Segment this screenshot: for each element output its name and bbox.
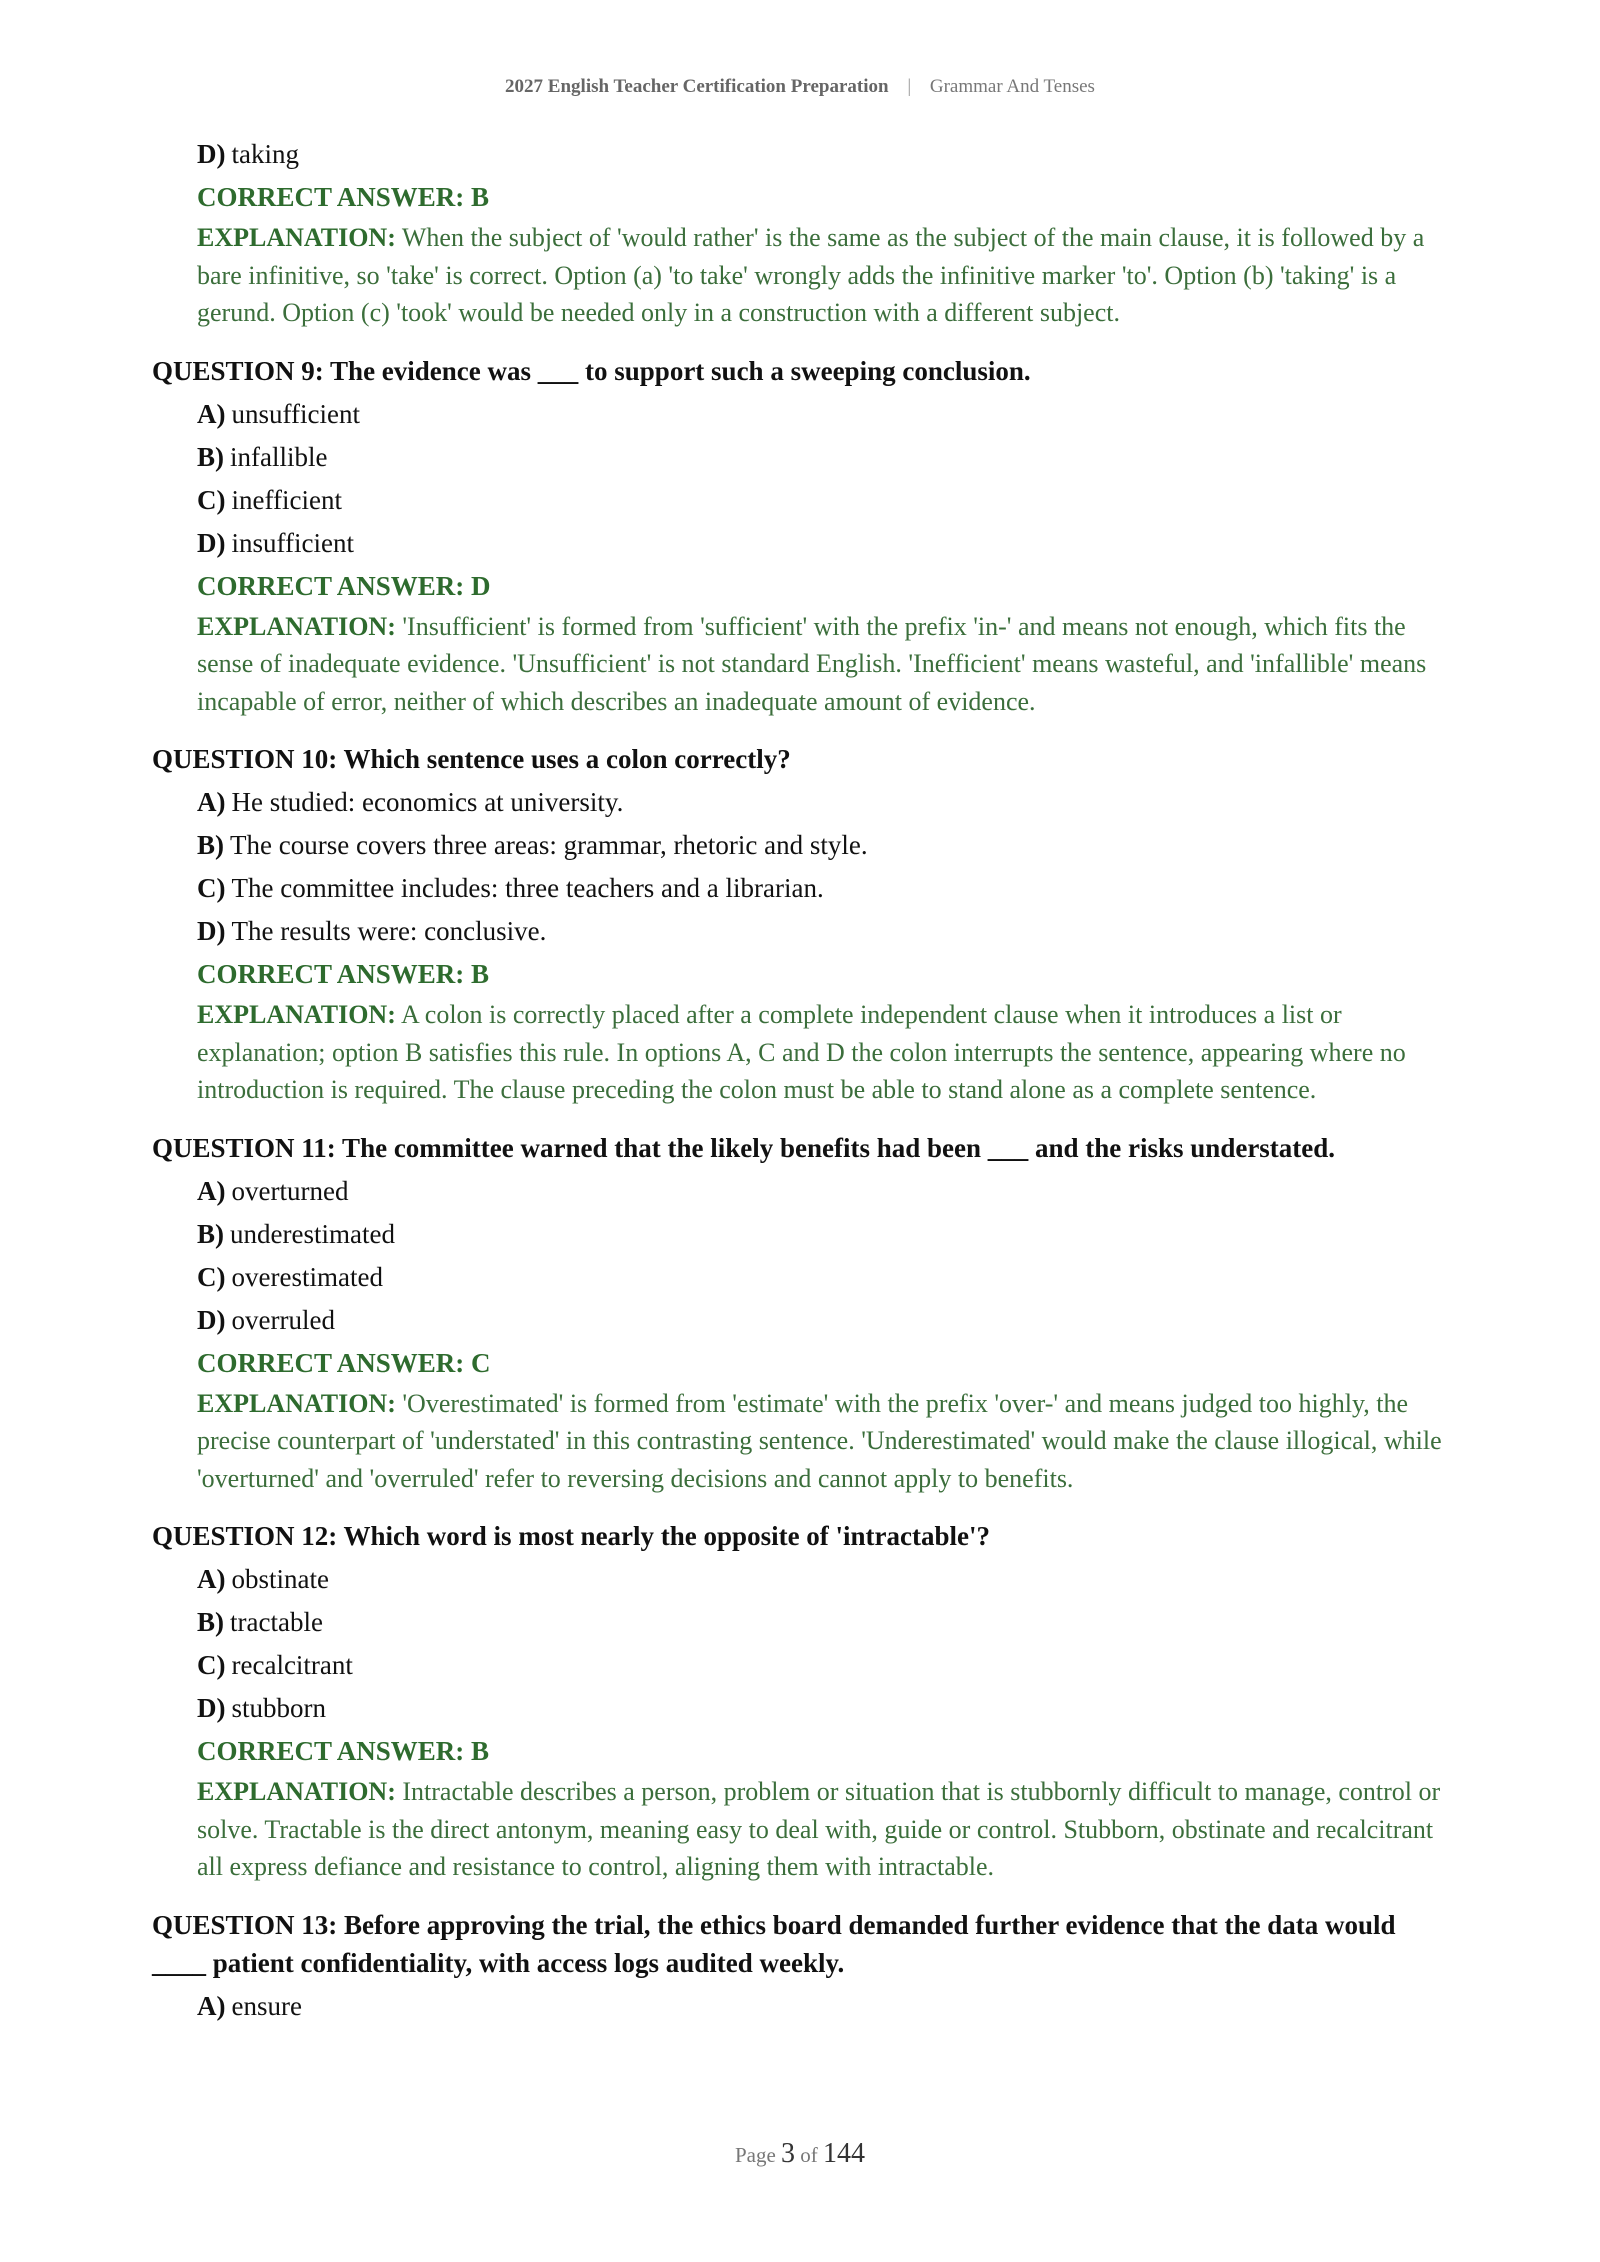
option-text: ensure <box>231 1990 302 2021</box>
explanation-text: When the subject of 'would rather' is the same as the subject of the main clause, it is followed by a bare infinitive, so 'take' is correct. Option (a) 'to take' wrongly adds the infinitive marker 'to'. Option (b) 'taking' is a gerund. Option (c) 'took' would be needed only in a construction with a different subject. <box>197 223 1425 327</box>
option-text: taking <box>231 139 299 169</box>
option-item <box>197 1644 1452 1687</box>
option-text: tractable <box>230 1607 323 1637</box>
option-item <box>197 867 1452 910</box>
option-item <box>197 393 1452 436</box>
option-text: overruled <box>231 1304 335 1335</box>
page-number: 3 <box>781 2138 796 2169</box>
option-item <box>197 522 1452 565</box>
option-item <box>197 1256 1452 1299</box>
explanation-text: A colon is correctly placed after a complete independent clause when it introduces a list or explanation; option B satisfies this rule. In options A, C and D the colon interrupts the sentence, appearing where no introduction is required. The clause preceding the colon must be able to stand alone as a complete sentence. <box>197 1000 1406 1104</box>
option-letter: C) <box>197 873 226 903</box>
explanation <box>197 1385 1447 1498</box>
explanation-label: EXPLANATION: <box>197 611 396 641</box>
header-separator: | <box>907 76 912 97</box>
option-letter: C) <box>197 1650 226 1680</box>
option-text: overestimated <box>231 1261 383 1292</box>
option-letter: A) <box>197 1564 226 1594</box>
option-letter: D) <box>197 527 226 558</box>
option-letter: A) <box>197 398 226 429</box>
option-letter: B) <box>197 830 224 860</box>
explanation <box>197 608 1447 721</box>
page-header <box>0 76 1600 98</box>
option-text: overturned <box>231 1175 349 1206</box>
option-letter: B) <box>197 1218 224 1249</box>
option-text: unsufficient <box>231 398 360 429</box>
option-item <box>197 1985 1452 2028</box>
option-item <box>197 1601 1452 1644</box>
explanation-label: EXPLANATION: <box>197 1777 396 1806</box>
section-title: Grammar And Tenses <box>929 76 1095 97</box>
explanation-label: EXPLANATION: <box>197 1000 396 1029</box>
question-heading: QUESTION 10: Which sentence uses a colon correctly? <box>152 744 791 774</box>
option-text: He studied: economics at university. <box>231 787 624 817</box>
explanation-text: 'Insufficient' is formed from 'sufficient' with the prefix 'in-' and means not enough, which fits the sense of inadequate evidence. 'Unsufficient' is not standard English. 'Inefficient' means wasteful, and 'infallible' means incapable of error, neither of which describes an inadequate amount of evidence. <box>197 611 1427 716</box>
option-text: The committee includes: three teachers and a librarian. <box>231 873 824 903</box>
explanation <box>197 219 1447 332</box>
option-letter: B) <box>197 441 224 472</box>
option-item <box>197 1558 1452 1601</box>
explanation <box>197 996 1447 1109</box>
correct-answer: CORRECT ANSWER: C <box>197 1347 491 1378</box>
question-heading: QUESTION 9: The evidence was ___ to support such a sweeping conclusion. <box>152 355 1031 386</box>
option-item <box>197 133 1452 176</box>
option-text: stubborn <box>231 1693 326 1723</box>
option-text: infallible <box>230 441 328 472</box>
option-item <box>197 781 1452 824</box>
option-item <box>197 479 1452 522</box>
option-letter: D) <box>197 916 226 946</box>
explanation-label: EXPLANATION: <box>197 223 396 252</box>
option-item <box>197 1299 1452 1342</box>
option-letter: D) <box>197 139 226 169</box>
page-content <box>152 133 1452 2028</box>
explanation-label: EXPLANATION: <box>197 1388 396 1418</box>
option-letter: A) <box>197 1175 226 1206</box>
explanation <box>197 1773 1447 1886</box>
option-item <box>197 910 1452 953</box>
page-footer <box>0 2138 1600 2170</box>
correct-answer: CORRECT ANSWER: D <box>197 570 491 601</box>
option-letter: A) <box>197 787 226 817</box>
option-letter: D) <box>197 1693 226 1723</box>
option-item <box>197 1213 1452 1256</box>
question-heading: QUESTION 11: The committee warned that the likely benefits had been ___ and the risks understated. <box>152 1132 1336 1163</box>
option-item <box>197 824 1452 867</box>
explanation-text: Intractable describes a person, problem or situation that is stubbornly difficult to manage, control or solve. Tractable is the direct antonym, meaning easy to deal with, guide or control. Stubborn, obstinate and recalcitrant all express defiance and resistance to control, aligning them with intractable. <box>197 1777 1441 1881</box>
option-letter: C) <box>197 484 226 515</box>
page-of: of <box>800 2143 818 2167</box>
option-text: underestimated <box>230 1218 395 1249</box>
option-text: obstinate <box>231 1564 329 1594</box>
option-letter: B) <box>197 1607 224 1637</box>
correct-answer: CORRECT ANSWER: B <box>197 182 490 212</box>
option-item <box>197 436 1452 479</box>
correct-answer: CORRECT ANSWER: B <box>197 1736 490 1766</box>
question-heading: QUESTION 12: Which word is most nearly the opposite of 'intractable'? <box>152 1521 991 1551</box>
question-heading: QUESTION 13: Before approving the trial, the ethics board demanded further evidence that the data would ____ patient confidentiality, with access logs audited weekly. <box>152 1909 1396 1978</box>
correct-answer: CORRECT ANSWER: B <box>197 959 490 989</box>
option-letter: C) <box>197 1261 226 1292</box>
option-letter: D) <box>197 1304 226 1335</box>
option-text: insufficient <box>231 527 354 558</box>
option-item <box>197 1170 1452 1213</box>
option-letter: A) <box>197 1990 226 2021</box>
document-title: 2027 English Teacher Certification Preparation <box>505 76 889 97</box>
option-text: The course covers three areas: grammar, rhetoric and style. <box>230 830 868 860</box>
option-text: The results were: conclusive. <box>231 916 547 946</box>
option-text: recalcitrant <box>231 1650 353 1680</box>
explanation-text: 'Overestimated' is formed from 'estimate' with the prefix 'over-' and means judged too highly, the precise counterpart of 'understated' in this contrasting sentence. 'Underestimated' would make the clause illogical, while 'overturned' and 'overruled' refer to reversing decisions and cannot apply to benefits. <box>197 1388 1442 1493</box>
page-total: 144 <box>823 2138 866 2169</box>
page-prefix: Page <box>734 2143 776 2167</box>
option-text: inefficient <box>231 484 342 515</box>
option-item <box>197 1687 1452 1730</box>
